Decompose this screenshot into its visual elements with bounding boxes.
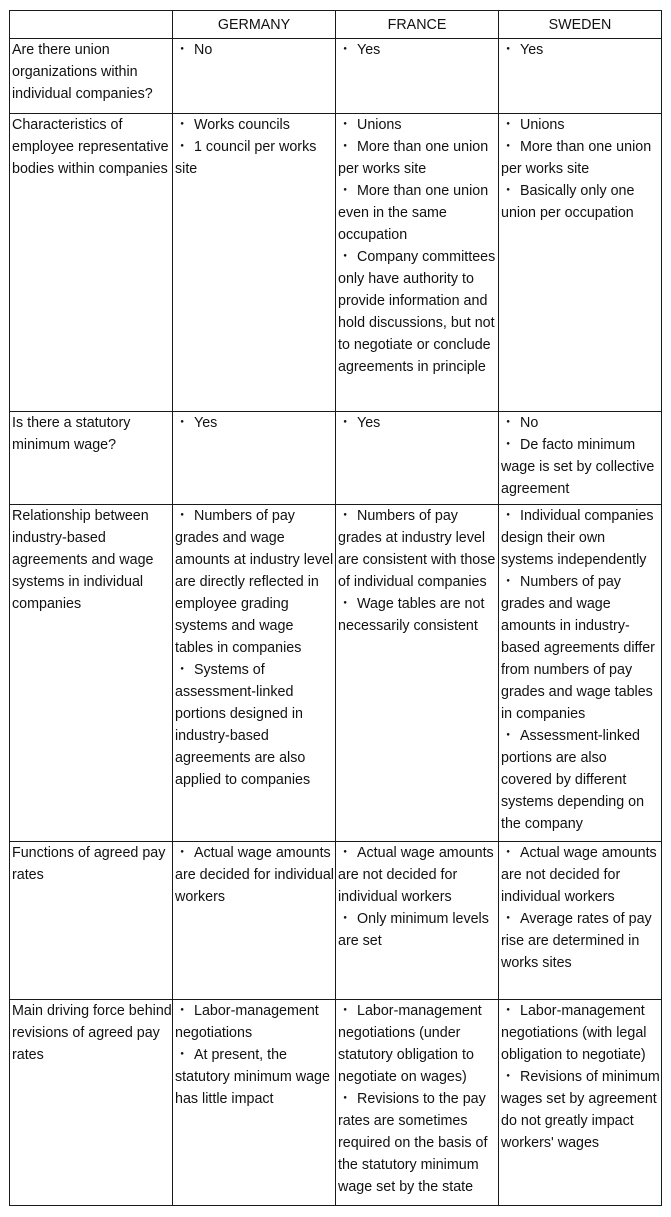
question-cell: Relationship between industry-based agreements and wage systems in individual companies	[10, 505, 173, 842]
bullet-item	[338, 908, 498, 952]
bullet-icon: ・	[501, 139, 516, 155]
bullet-icon: ・	[501, 1003, 516, 1019]
bullet-text: Yes	[520, 42, 544, 58]
france-cell	[336, 412, 499, 505]
bullet-text: Labor-management negotiations (with legal obligation to negotiate)	[501, 1003, 647, 1063]
bullet-item	[501, 39, 661, 61]
bullet-item	[501, 505, 661, 571]
bullet-text: 1 council per works site	[175, 139, 317, 177]
bullet-item	[175, 1000, 335, 1044]
bullet-icon: ・	[501, 728, 516, 744]
bullet-item	[501, 842, 661, 908]
bullet-item	[338, 1088, 498, 1198]
france-cell	[336, 842, 499, 1000]
bullet-icon: ・	[501, 415, 516, 431]
table-row	[10, 1000, 662, 1206]
bullet-text: Assessment-linked portions are also covered by different systems depending on the company	[501, 728, 645, 832]
bullet-text: De facto minimum wage is set by collective agreement	[501, 437, 655, 497]
sweden-cell	[499, 842, 662, 1000]
bullet-item	[501, 571, 661, 725]
germany-cell	[173, 1000, 336, 1206]
bullet-text: Average rates of pay rise are determined in works sites	[501, 911, 652, 971]
question-cell: Characteristics of employee representative bodies within companies	[10, 114, 173, 412]
bullet-text: Only minimum levels are set	[338, 911, 489, 949]
header-cell-empty	[10, 11, 173, 39]
bullet-text: Yes	[194, 415, 218, 431]
bullet-icon: ・	[501, 437, 516, 453]
bullet-item	[175, 659, 335, 791]
bullet-icon: ・	[338, 1003, 353, 1019]
sweden-cell	[499, 1000, 662, 1206]
germany-cell	[173, 505, 336, 842]
bullet-item	[501, 136, 661, 180]
bullet-icon: ・	[175, 415, 190, 431]
bullet-text: Wage tables are not necessarily consistent	[338, 596, 485, 634]
bullet-item	[501, 908, 661, 974]
bullet-item	[338, 114, 498, 136]
bullet-icon: ・	[501, 574, 516, 590]
header-cell-germany: GERMANY	[173, 11, 336, 39]
bullet-icon: ・	[501, 42, 516, 58]
bullet-item	[175, 842, 335, 908]
bullet-item	[501, 1000, 661, 1066]
question-cell: Functions of agreed pay rates	[10, 842, 173, 1000]
france-cell	[336, 1000, 499, 1206]
bullet-item	[175, 114, 335, 136]
table-row	[10, 412, 662, 505]
bullet-text: No	[520, 415, 539, 431]
table-row	[10, 114, 662, 412]
bullet-text: Numbers of pay grades and wage amounts at industry level are directly reflected in employee grading systems and wage tables in companies	[175, 508, 334, 656]
bullet-text: Numbers of pay grades at industry level are consistent with those of individual companies	[338, 508, 496, 590]
bullet-item	[175, 505, 335, 659]
bullet-item	[175, 412, 335, 434]
bullet-icon: ・	[338, 845, 353, 861]
header-cell-sweden: SWEDEN	[499, 11, 662, 39]
france-cell	[336, 505, 499, 842]
table-row	[10, 505, 662, 842]
bullet-text: Unions	[357, 117, 402, 133]
bullet-item	[175, 1044, 335, 1110]
bullet-text: Revisions to the pay rates are sometimes required on the basis of the statutory minimum wage set by the state	[338, 1091, 488, 1195]
bullet-icon: ・	[175, 1047, 190, 1063]
question-cell: Are there union organizations within individual companies?	[10, 39, 173, 114]
bullet-item	[175, 39, 335, 61]
sweden-cell	[499, 114, 662, 412]
bullet-text: Basically only one union per occupation	[501, 183, 635, 221]
bullet-item	[338, 593, 498, 637]
bullet-icon: ・	[338, 596, 353, 612]
france-cell	[336, 114, 499, 412]
bullet-icon: ・	[501, 508, 516, 524]
bullet-text: More than one union even in the same occupation	[338, 183, 489, 243]
bullet-icon: ・	[175, 662, 190, 678]
question-cell: Is there a statutory minimum wage?	[10, 412, 173, 505]
bullet-item	[338, 842, 498, 908]
bullet-item	[338, 180, 498, 246]
bullet-icon: ・	[338, 117, 353, 133]
bullet-icon: ・	[338, 183, 353, 199]
sweden-cell	[499, 412, 662, 505]
bullet-text: Company committees only have authority to provide information and hold discussions, but not to negotiate or conclude agreements in principle	[338, 249, 496, 375]
bullet-icon: ・	[338, 1091, 353, 1107]
bullet-text: Yes	[357, 42, 381, 58]
bullet-item	[501, 412, 661, 434]
bullet-icon: ・	[175, 845, 190, 861]
bullet-item	[501, 180, 661, 224]
bullet-text: Actual wage amounts are decided for individual workers	[175, 845, 334, 905]
germany-cell	[173, 412, 336, 505]
bullet-item	[501, 114, 661, 136]
question-cell: Main driving force behind revisions of agreed pay rates	[10, 1000, 173, 1206]
bullet-item	[501, 1066, 661, 1154]
bullet-icon: ・	[175, 117, 190, 133]
sweden-cell	[499, 39, 662, 114]
bullet-icon: ・	[175, 1003, 190, 1019]
bullet-icon: ・	[338, 42, 353, 58]
germany-cell	[173, 114, 336, 412]
france-cell	[336, 39, 499, 114]
bullet-text: At present, the statutory minimum wage has little impact	[175, 1047, 330, 1107]
table-row	[10, 39, 662, 114]
bullet-icon: ・	[501, 117, 516, 133]
bullet-icon: ・	[338, 508, 353, 524]
bullet-item	[338, 39, 498, 61]
bullet-icon: ・	[175, 42, 190, 58]
sweden-cell	[499, 505, 662, 842]
bullet-text: Works councils	[194, 117, 290, 133]
bullet-item	[175, 136, 335, 180]
bullet-icon: ・	[338, 415, 353, 431]
bullet-item	[338, 505, 498, 593]
germany-cell	[173, 39, 336, 114]
header-row	[10, 11, 662, 39]
bullet-item	[501, 725, 661, 835]
comparison-table	[9, 10, 662, 1206]
bullet-text: Systems of assessment-linked portions designed in industry-based agreements are also applied to companies	[175, 662, 311, 788]
header-cell-france: FRANCE	[336, 11, 499, 39]
bullet-item	[501, 434, 661, 500]
bullet-text: More than one union per works site	[501, 139, 652, 177]
bullet-icon: ・	[501, 845, 516, 861]
bullet-text: Numbers of pay grades and wage amounts in industry-based agreements differ from numbers of pay grades and wage tables in companies	[501, 574, 655, 722]
bullet-item	[338, 1000, 498, 1088]
bullet-icon: ・	[338, 911, 353, 927]
bullet-icon: ・	[338, 249, 353, 265]
bullet-icon: ・	[175, 139, 190, 155]
table-row	[10, 842, 662, 1000]
bullet-icon: ・	[338, 139, 353, 155]
bullet-text: Unions	[520, 117, 565, 133]
bullet-text: Labor-management negotiations	[175, 1003, 319, 1041]
bullet-icon: ・	[501, 911, 516, 927]
bullet-icon: ・	[501, 183, 516, 199]
bullet-text: Individual companies design their own systems independently	[501, 508, 654, 568]
germany-cell	[173, 842, 336, 1000]
bullet-text: Revisions of minimum wages set by agreement do not greatly impact workers' wages	[501, 1069, 660, 1151]
bullet-text: No	[194, 42, 213, 58]
bullet-text: More than one union per works site	[338, 139, 489, 177]
bullet-text: Actual wage amounts are not decided for individual workers	[338, 845, 494, 905]
bullet-text: Labor-management negotiations (under statutory obligation to negotiate on wages)	[338, 1003, 482, 1085]
bullet-text: Actual wage amounts are not decided for individual workers	[501, 845, 657, 905]
bullet-text: Yes	[357, 415, 381, 431]
bullet-item	[338, 412, 498, 434]
bullet-item	[338, 136, 498, 180]
bullet-icon: ・	[501, 1069, 516, 1085]
bullet-icon: ・	[175, 508, 190, 524]
bullet-item	[338, 246, 498, 378]
